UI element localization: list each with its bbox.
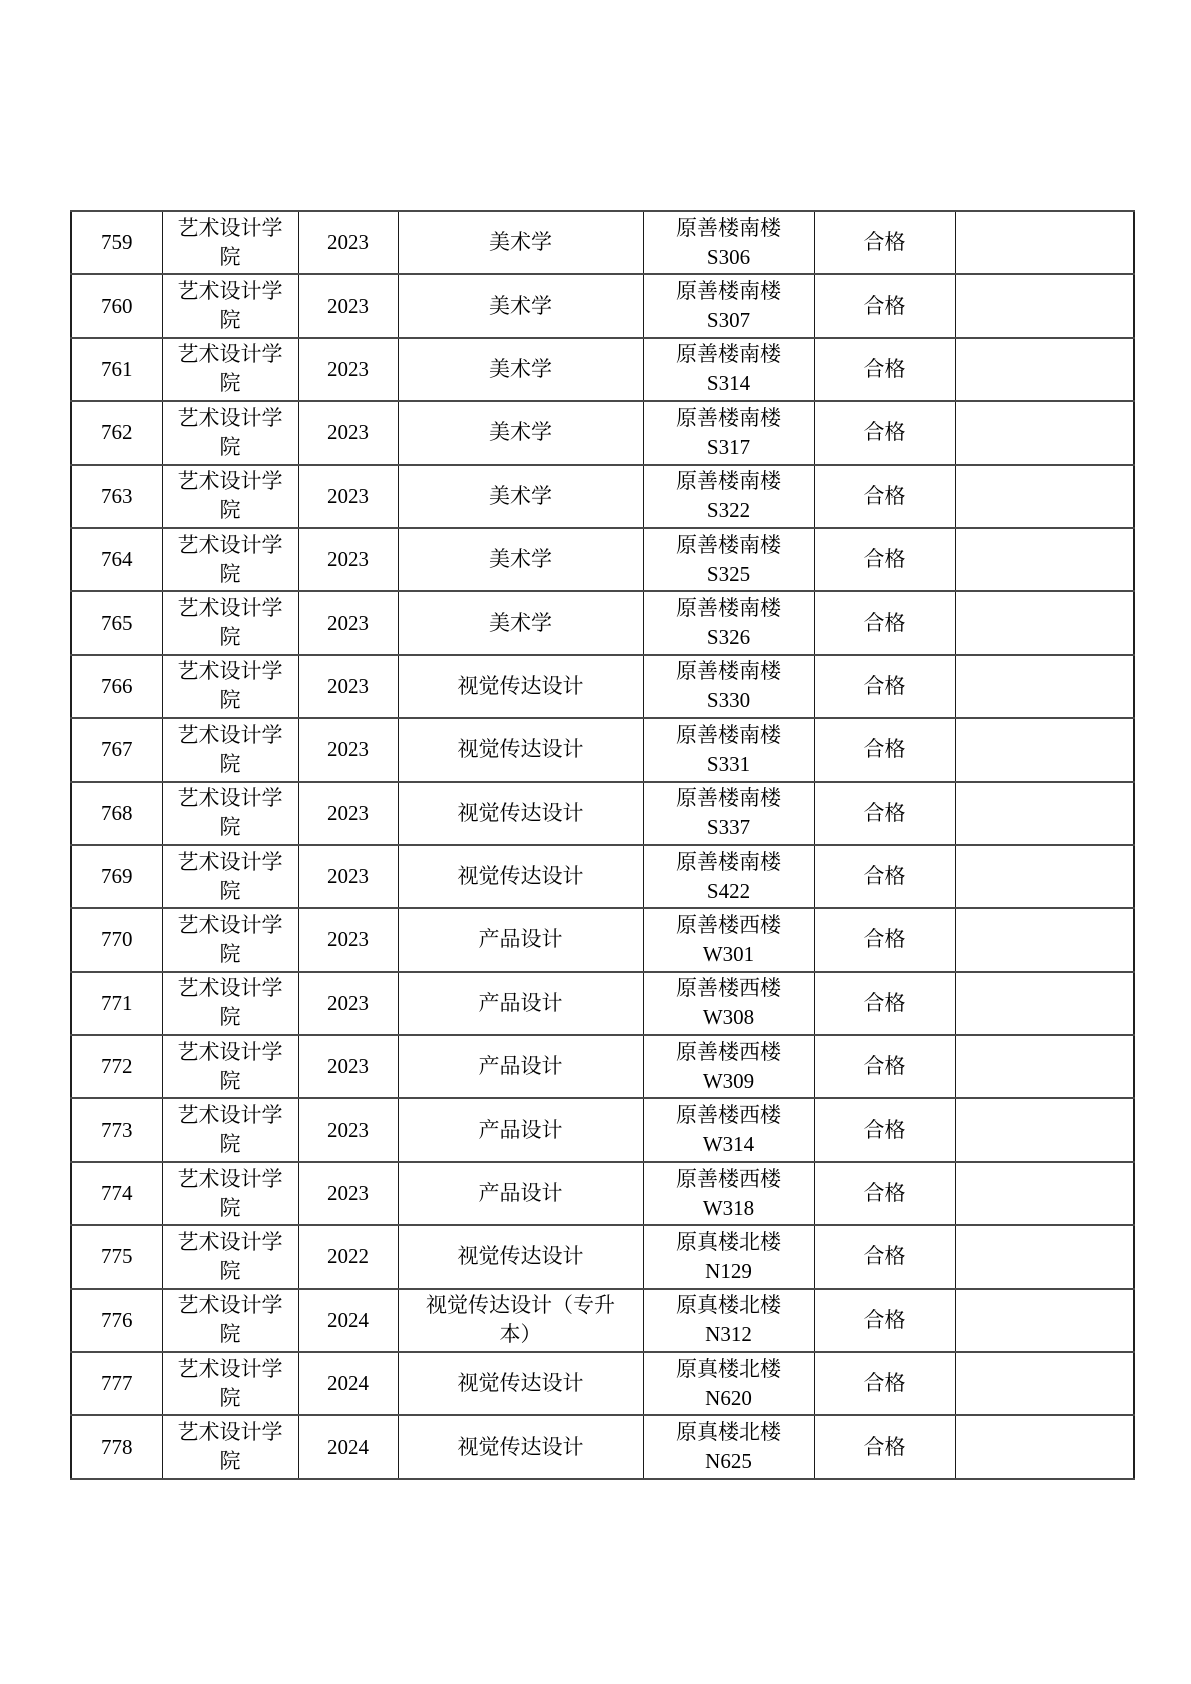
cell-college-text: 艺术设计学院 — [177, 722, 283, 776]
location-room: S331 — [706, 751, 751, 776]
cell-major-text: 产品设计 — [478, 1181, 563, 1206]
cell-year: 2024 — [298, 1352, 398, 1415]
cell-index: 773 — [71, 1098, 162, 1161]
cell-college-text: 艺术设计学院 — [177, 1039, 283, 1093]
location-room: W314 — [702, 1132, 755, 1157]
cell-index: 777 — [71, 1352, 162, 1415]
cell-result: 合格 — [814, 1225, 955, 1288]
cell-college-text: 艺术设计学院 — [177, 1356, 283, 1410]
cell-major-text: 视觉传达设计 — [457, 864, 584, 889]
cell-note — [955, 845, 1134, 908]
cell-year: 2023 — [298, 1035, 398, 1098]
cell-college — [162, 1415, 298, 1478]
cell-college — [162, 338, 298, 401]
table-row — [71, 845, 1134, 908]
cell-college — [162, 1035, 298, 1098]
location-room: N129 — [705, 1258, 752, 1283]
cell-index: 766 — [71, 655, 162, 718]
cell-index: 774 — [71, 1162, 162, 1225]
cell-major — [398, 845, 643, 908]
location-building: 原善楼南楼 — [676, 342, 781, 367]
cell-result: 合格 — [814, 1035, 955, 1098]
cell-major-text: 视觉传达设计 — [457, 737, 584, 762]
cell-major-text: 产品设计 — [478, 927, 563, 952]
results-table-body — [71, 211, 1134, 1479]
table-row — [71, 465, 1134, 528]
cell-result: 合格 — [814, 718, 955, 781]
cell-index: 776 — [71, 1289, 162, 1352]
cell-major-text: 视觉传达设计（专升本） — [426, 1293, 615, 1347]
location-building: 原善楼南楼 — [676, 279, 781, 304]
cell-major — [398, 1162, 643, 1225]
cell-college — [162, 1289, 298, 1352]
cell-major — [398, 782, 643, 845]
cell-note — [955, 338, 1134, 401]
table-row — [71, 274, 1134, 337]
cell-index: 768 — [71, 782, 162, 845]
cell-location — [643, 655, 814, 718]
cell-index: 767 — [71, 718, 162, 781]
cell-major — [398, 1035, 643, 1098]
cell-note — [955, 908, 1134, 971]
cell-index: 770 — [71, 908, 162, 971]
cell-result: 合格 — [814, 591, 955, 654]
location-room: S314 — [706, 371, 751, 396]
cell-location — [643, 1415, 814, 1478]
cell-location — [643, 1289, 814, 1352]
location-room: S322 — [706, 498, 751, 523]
cell-college — [162, 401, 298, 464]
cell-college-text: 艺术设计学院 — [177, 976, 283, 1030]
cell-year: 2024 — [298, 1415, 398, 1478]
table-row — [71, 528, 1134, 591]
cell-note — [955, 401, 1134, 464]
cell-note — [955, 528, 1134, 591]
cell-college-text: 艺术设计学院 — [177, 659, 283, 713]
cell-location — [643, 1225, 814, 1288]
cell-note — [955, 972, 1134, 1035]
cell-index: 760 — [71, 274, 162, 337]
cell-major-text: 视觉传达设计 — [457, 1244, 584, 1269]
cell-year: 2023 — [298, 782, 398, 845]
cell-major-text: 视觉传达设计 — [457, 673, 584, 698]
cell-major — [398, 1098, 643, 1161]
cell-major — [398, 972, 643, 1035]
location-building: 原善楼南楼 — [676, 532, 781, 557]
cell-index: 765 — [71, 591, 162, 654]
cell-college-text: 艺术设计学院 — [177, 1420, 283, 1474]
cell-college — [162, 465, 298, 528]
cell-major — [398, 655, 643, 718]
cell-college-text: 艺术设计学院 — [177, 1229, 283, 1283]
cell-result: 合格 — [814, 782, 955, 845]
location-room: S325 — [706, 561, 751, 586]
cell-result: 合格 — [814, 655, 955, 718]
location-building: 原善楼南楼 — [676, 786, 781, 811]
table-row — [71, 338, 1134, 401]
table-row — [71, 1225, 1134, 1288]
cell-major — [398, 211, 643, 274]
location-building: 原善楼南楼 — [676, 469, 781, 494]
cell-index: 764 — [71, 528, 162, 591]
cell-index: 763 — [71, 465, 162, 528]
cell-year: 2023 — [298, 972, 398, 1035]
cell-location — [643, 1352, 814, 1415]
cell-location — [643, 718, 814, 781]
cell-year: 2023 — [298, 338, 398, 401]
cell-college — [162, 908, 298, 971]
cell-location — [643, 211, 814, 274]
cell-note — [955, 1162, 1134, 1225]
cell-year: 2023 — [298, 1162, 398, 1225]
cell-college — [162, 845, 298, 908]
cell-major-text: 美术学 — [489, 293, 552, 318]
cell-major-text: 美术学 — [489, 356, 552, 381]
cell-index: 769 — [71, 845, 162, 908]
cell-year: 2024 — [298, 1289, 398, 1352]
table-row — [71, 718, 1134, 781]
cell-major — [398, 591, 643, 654]
cell-major — [398, 718, 643, 781]
cell-college-text: 艺术设计学院 — [177, 405, 283, 459]
table-row — [71, 655, 1134, 718]
cell-major-text: 美术学 — [489, 420, 552, 445]
cell-index: 762 — [71, 401, 162, 464]
cell-result: 合格 — [814, 845, 955, 908]
cell-result: 合格 — [814, 465, 955, 528]
cell-college — [162, 591, 298, 654]
cell-major-text: 视觉传达设计 — [457, 1434, 584, 1459]
cell-major-text: 美术学 — [489, 610, 552, 635]
cell-year: 2023 — [298, 528, 398, 591]
cell-note — [955, 1352, 1134, 1415]
cell-index: 772 — [71, 1035, 162, 1098]
cell-year: 2023 — [298, 845, 398, 908]
location-building: 原善楼西楼 — [676, 1103, 781, 1128]
cell-major-text: 美术学 — [489, 230, 552, 255]
location-room: S337 — [706, 815, 751, 840]
location-room: S422 — [706, 878, 751, 903]
location-building: 原善楼南楼 — [676, 722, 781, 747]
cell-college-text: 艺术设计学院 — [177, 279, 283, 333]
cell-result: 合格 — [814, 908, 955, 971]
cell-college-text: 艺术设计学院 — [177, 1166, 283, 1220]
location-room: N312 — [705, 1322, 752, 1347]
cell-note — [955, 718, 1134, 781]
cell-major — [398, 528, 643, 591]
cell-college-text: 艺术设计学院 — [177, 1293, 283, 1347]
cell-year: 2023 — [298, 908, 398, 971]
cell-location — [643, 1098, 814, 1161]
table-row — [71, 1035, 1134, 1098]
location-building: 原善楼西楼 — [676, 912, 781, 937]
cell-index: 759 — [71, 211, 162, 274]
cell-college — [162, 655, 298, 718]
cell-year: 2022 — [298, 1225, 398, 1288]
cell-note — [955, 465, 1134, 528]
location-building: 原善楼南楼 — [676, 849, 781, 874]
cell-result: 合格 — [814, 401, 955, 464]
cell-location — [643, 274, 814, 337]
cell-college-text: 艺术设计学院 — [177, 1103, 283, 1157]
cell-year: 2023 — [298, 401, 398, 464]
cell-major-text: 美术学 — [489, 483, 552, 508]
cell-note — [955, 1035, 1134, 1098]
cell-location — [643, 338, 814, 401]
cell-major-text: 视觉传达设计 — [457, 1371, 584, 1396]
location-building: 原真楼北楼 — [676, 1229, 781, 1254]
cell-major-text: 美术学 — [489, 547, 552, 572]
cell-major — [398, 908, 643, 971]
cell-note — [955, 1098, 1134, 1161]
location-room: W308 — [702, 1005, 755, 1030]
table-row — [71, 211, 1134, 274]
cell-result: 合格 — [814, 1289, 955, 1352]
cell-location — [643, 1035, 814, 1098]
cell-location — [643, 972, 814, 1035]
cell-note — [955, 655, 1134, 718]
cell-major — [398, 1289, 643, 1352]
cell-major — [398, 274, 643, 337]
cell-note — [955, 1289, 1134, 1352]
location-room: W309 — [702, 1068, 755, 1093]
cell-index: 778 — [71, 1415, 162, 1478]
cell-year: 2023 — [298, 211, 398, 274]
cell-major-text: 产品设计 — [478, 1054, 563, 1079]
cell-major — [398, 465, 643, 528]
table-row — [71, 401, 1134, 464]
cell-college — [162, 782, 298, 845]
table-row — [71, 1415, 1134, 1478]
cell-college — [162, 1162, 298, 1225]
cell-result: 合格 — [814, 274, 955, 337]
cell-college-text: 艺术设计学院 — [177, 596, 283, 650]
cell-index: 771 — [71, 972, 162, 1035]
cell-college — [162, 211, 298, 274]
cell-result: 合格 — [814, 338, 955, 401]
location-building: 原善楼南楼 — [676, 405, 781, 430]
cell-college-text: 艺术设计学院 — [177, 469, 283, 523]
cell-note — [955, 274, 1134, 337]
cell-major — [398, 1352, 643, 1415]
cell-college — [162, 718, 298, 781]
cell-major — [398, 1225, 643, 1288]
location-building: 原善楼南楼 — [676, 659, 781, 684]
cell-year: 2023 — [298, 655, 398, 718]
cell-college-text: 艺术设计学院 — [177, 342, 283, 396]
location-room: S326 — [706, 625, 751, 650]
table-row — [71, 591, 1134, 654]
location-room: S330 — [706, 688, 751, 713]
cell-college-text: 艺术设计学院 — [177, 786, 283, 840]
table-row — [71, 1352, 1134, 1415]
table-row — [71, 972, 1134, 1035]
table-row — [71, 782, 1134, 845]
cell-major-text: 产品设计 — [478, 990, 563, 1015]
cell-year: 2023 — [298, 718, 398, 781]
cell-college-text: 艺术设计学院 — [177, 215, 283, 269]
location-building: 原善楼南楼 — [676, 215, 781, 240]
cell-note — [955, 1225, 1134, 1288]
cell-year: 2023 — [298, 465, 398, 528]
location-room: W301 — [702, 941, 755, 966]
cell-location — [643, 465, 814, 528]
cell-result: 合格 — [814, 211, 955, 274]
cell-college — [162, 1225, 298, 1288]
location-building: 原真楼北楼 — [676, 1293, 781, 1318]
cell-year: 2023 — [298, 274, 398, 337]
table-row — [71, 1098, 1134, 1161]
cell-index: 761 — [71, 338, 162, 401]
location-room: N620 — [705, 1385, 752, 1410]
cell-college-text: 艺术设计学院 — [177, 849, 283, 903]
cell-note — [955, 782, 1134, 845]
cell-result: 合格 — [814, 1098, 955, 1161]
location-building: 原善楼西楼 — [676, 1039, 781, 1064]
cell-location — [643, 401, 814, 464]
location-building: 原真楼北楼 — [676, 1420, 781, 1445]
cell-note — [955, 1415, 1134, 1478]
cell-year: 2023 — [298, 1098, 398, 1161]
cell-college — [162, 1098, 298, 1161]
location-building: 原善楼西楼 — [676, 1166, 781, 1191]
cell-location — [643, 591, 814, 654]
location-room: W318 — [702, 1195, 755, 1220]
location-room: S306 — [706, 244, 751, 269]
location-building: 原真楼北楼 — [676, 1356, 781, 1381]
cell-note — [955, 591, 1134, 654]
location-room: S317 — [706, 434, 751, 459]
results-table — [70, 210, 1135, 1480]
location-room: S307 — [706, 308, 751, 333]
cell-college — [162, 528, 298, 591]
location-building: 原善楼南楼 — [676, 596, 781, 621]
cell-result: 合格 — [814, 1352, 955, 1415]
cell-college-text: 艺术设计学院 — [177, 912, 283, 966]
cell-note — [955, 211, 1134, 274]
cell-result: 合格 — [814, 1162, 955, 1225]
cell-college — [162, 972, 298, 1035]
location-building: 原善楼西楼 — [676, 976, 781, 1001]
cell-year: 2023 — [298, 591, 398, 654]
cell-result: 合格 — [814, 528, 955, 591]
cell-location — [643, 782, 814, 845]
cell-major — [398, 338, 643, 401]
location-room: N625 — [705, 1449, 752, 1474]
cell-location — [643, 908, 814, 971]
table-row — [71, 1162, 1134, 1225]
cell-college — [162, 1352, 298, 1415]
cell-major-text: 产品设计 — [478, 1117, 563, 1142]
cell-major — [398, 1415, 643, 1478]
cell-result: 合格 — [814, 972, 955, 1035]
cell-location — [643, 845, 814, 908]
cell-index: 775 — [71, 1225, 162, 1288]
cell-location — [643, 1162, 814, 1225]
cell-location — [643, 528, 814, 591]
table-row — [71, 1289, 1134, 1352]
cell-result: 合格 — [814, 1415, 955, 1478]
cell-college-text: 艺术设计学院 — [177, 532, 283, 586]
cell-college — [162, 274, 298, 337]
table-row — [71, 908, 1134, 971]
cell-major-text: 视觉传达设计 — [457, 800, 584, 825]
cell-major — [398, 401, 643, 464]
